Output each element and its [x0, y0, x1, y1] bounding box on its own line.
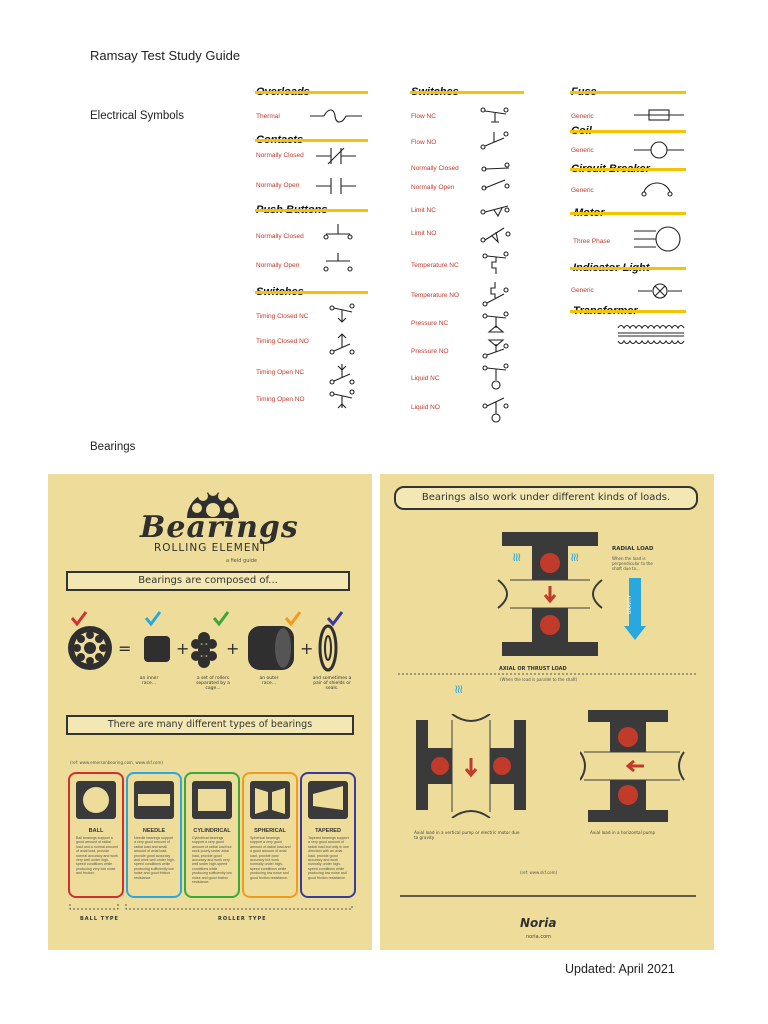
part-shields: and sometimes a pair of shields or seals.: [312, 676, 352, 691]
limit-nc-symbol: [478, 202, 514, 218]
pressure-no-symbol: [480, 336, 512, 362]
type-card-ball: [68, 772, 124, 898]
liquid-nc-symbol: [480, 362, 512, 392]
flow-nc-symbol: [478, 104, 514, 126]
contact-nc-symbol: [316, 146, 356, 166]
transformer-symbol: [616, 322, 688, 348]
left-arrow-icon: [628, 761, 644, 771]
check-icon-orange: [286, 612, 300, 624]
label-motor-three-phase: Three Phase: [573, 238, 611, 245]
timing-open-nc-symbol: [328, 360, 358, 388]
radial-load-title: RADIAL LOAD: [612, 546, 654, 552]
type-name-cylindrical: CYLINDRICAL: [193, 828, 231, 834]
switch-nc-symbol: [480, 160, 514, 174]
header-underline: [255, 291, 368, 294]
temperature-no-symbol: [480, 280, 512, 310]
header-underline: [570, 267, 686, 270]
roller-type-label: ROLLER TYPE: [218, 916, 267, 922]
label-timing-open-no: Timing Open NO: [256, 396, 305, 403]
label-contact-nc: Normally Closed: [256, 152, 304, 159]
down-arrow-icon: [466, 758, 476, 775]
type-name-ball: BALL: [88, 828, 104, 834]
spherical-bearing-icon: [249, 780, 291, 820]
label-pressure-no: Pressure NO: [411, 348, 449, 355]
needle-bearing-icon: [133, 780, 175, 820]
poster-tag: a field guide: [226, 558, 258, 564]
label-indicator-generic: Generic: [571, 287, 594, 294]
vertical-pump-diagram: [416, 714, 526, 818]
header-underline: [570, 91, 686, 94]
section-bearings: Bearings: [90, 441, 136, 453]
radial-load-desc: When the load is perpendicular to the shaft due to...: [612, 556, 653, 571]
label-temp-nc: Temperature NC: [411, 262, 459, 269]
ball-type-label: BALL TYPE: [80, 916, 119, 922]
fuse-symbol: [634, 108, 684, 122]
noria-url: noria.com: [526, 934, 552, 940]
label-sw-no: Normally Open: [411, 184, 455, 191]
label-thermal: Thermal: [256, 113, 280, 120]
label-contact-no: Normally Open: [256, 182, 300, 189]
temperature-nc-symbol: [480, 250, 512, 278]
label-sw-nc: Normally Closed: [411, 165, 459, 172]
label-coil-generic: Generic: [571, 147, 594, 154]
header-underline: [410, 91, 524, 94]
type-desc-needle: Needle bearings support a very good amount of radial load and small amount of axial load, provide good accuracy and work well under high-speed conditions while producing sufficiently low noise and good friction resistance.: [134, 836, 175, 880]
axial-load-desc: (When the load is parallel to the shaft): [500, 677, 578, 682]
type-desc-ball: Ball bearings support a good amount of radial load and a normal amount of axial load, provide normal accuracy and work very well under high-speed conditions while producing very low noise and friction.: [76, 836, 118, 876]
tapered-bearing-icon: [307, 780, 349, 820]
header-underline: [570, 130, 686, 133]
header-underline: [255, 139, 368, 142]
ball-bearing-icon: [75, 780, 117, 820]
types-heading: There are many different types of bearings: [107, 719, 313, 730]
timing-open-no-symbol: [328, 388, 358, 414]
liquid-no-symbol: [480, 392, 512, 424]
noria-logo: Noria: [520, 916, 557, 930]
footer-divider: [400, 894, 696, 898]
flow-no-symbol: [478, 128, 514, 152]
section-divider: [398, 672, 698, 676]
switch-no-symbol: [480, 178, 514, 192]
header-underline: [255, 91, 368, 94]
label-liquid-nc: Liquid NC: [411, 375, 440, 382]
header-underline: [255, 209, 368, 212]
label-timing-closed-nc: Timing Closed NC: [256, 313, 309, 320]
down-arrow-icon: [545, 586, 555, 601]
circuit-breaker-symbol: [640, 178, 676, 198]
contact-no-symbol: [316, 176, 356, 196]
pressure-nc-symbol: [480, 310, 512, 336]
types-heading-box: [66, 715, 354, 735]
updated-date: Updated: April 2021: [565, 962, 675, 976]
type-desc-cylindrical: Cylindrical bearings support a very good amount of radial load but work poorly under axial load, provide good accuracy and work very well under high-speed conditions while producing sufficiently low noise and good friction resistance.: [192, 836, 232, 885]
poster-subtitle: ROLLING ELEMENT: [154, 542, 268, 554]
svg-text:+: +: [300, 639, 314, 658]
types-reference: (ref: www.emersonbearing.com, www.skf.com): [70, 760, 163, 765]
label-pb-no: Normally Open: [256, 262, 300, 269]
document-title: Ramsay Test Study Guide: [90, 48, 241, 63]
check-icon-green: [214, 612, 228, 624]
loads-heading-box: [394, 486, 698, 510]
check-icon-blue: [146, 612, 160, 624]
label-limit-no: Limit NO: [411, 230, 437, 237]
timing-closed-nc-symbol: [328, 302, 358, 328]
radial-heat-waves: ≀≀≀: [512, 550, 520, 564]
type-name-tapered: TAPERED: [315, 828, 341, 834]
indicator-light-symbol: [638, 282, 682, 300]
check-icon-red: [72, 612, 86, 624]
label-fuse-generic: Generic: [571, 113, 594, 120]
label-cb-generic: Generic: [571, 187, 594, 194]
header-underline: [570, 168, 686, 171]
horizontal-pump-diagram: [580, 710, 690, 822]
type-desc-tapered: Tapered bearings support a very good amount of radial load but only in one direction with an axial load, provide good accuracy and work normally under high-speed conditions while producing low noise and good friction resistance.: [308, 836, 349, 880]
composed-heading: Bearings are composed of...: [138, 575, 278, 586]
svg-text:=: =: [118, 639, 132, 658]
part-inner-race: an inner race...: [139, 676, 159, 686]
bearings-guide-poster: [48, 474, 372, 950]
type-card-spherical: [242, 772, 298, 898]
push-button-nc-symbol: [322, 222, 356, 242]
loads-reference: (ref: www.skf.com): [520, 870, 558, 875]
label-timing-open-nc: Timing Open NC: [256, 369, 305, 376]
axial-load-title: AXIAL OR THRUST LOAD: [496, 666, 570, 672]
type-desc-spherical: Spherical bearings support a very good amount of radial load and a good amount of axial load, provide poor accuracy but work normally under high-speed conditions while producing low noise and good friction resistance.: [250, 836, 291, 880]
svg-text:+: +: [176, 639, 190, 658]
motor-symbol: [634, 224, 682, 254]
label-timing-closed-no: Timing Closed NO: [256, 338, 309, 345]
svg-text:+: +: [226, 639, 240, 658]
bearing-loads-poster: [380, 474, 714, 950]
label-temp-no: Temperature NO: [411, 292, 460, 299]
label-liquid-no: Liquid NO: [411, 404, 440, 411]
gravity-label: GRAVITY: [628, 594, 634, 615]
check-icon-purple: [328, 612, 342, 624]
part-outer-race: an outer race...: [259, 676, 279, 686]
label-limit-nc: Limit NC: [411, 207, 436, 214]
type-card-needle: [126, 772, 182, 898]
label-flow-no: Flow NO: [411, 139, 437, 146]
axial-heat-waves: ≀≀≀: [454, 682, 462, 696]
type-card-tapered: [300, 772, 356, 898]
loads-heading: Bearings also work under different kinds of loads.: [421, 492, 671, 503]
limit-no-symbol: [478, 224, 514, 246]
type-card-cylindrical: [184, 772, 240, 898]
bearing-components: [66, 624, 356, 674]
push-button-no-symbol: [322, 252, 356, 274]
coil-symbol: [634, 142, 684, 158]
poster-title: Bearings: [140, 510, 299, 545]
type-name-spherical: SPHERICAL: [254, 828, 286, 834]
caption-vertical-pump: Axial load in a vertical pump or electric motor due to gravity: [414, 830, 520, 840]
timing-closed-no-symbol: [328, 330, 358, 358]
thermal-overload-symbol: [308, 108, 366, 124]
cylindrical-bearing-icon: [191, 780, 233, 820]
composed-heading-box: [66, 571, 350, 591]
header-underline: [570, 310, 686, 313]
type-brackets: [68, 902, 354, 916]
section-electrical-symbols: Electrical Symbols: [90, 110, 184, 122]
part-rollers: a set of rollers separated by a cage...: [196, 676, 230, 691]
radial-heat-waves: ≀≀≀: [570, 550, 578, 564]
caption-horizontal-pump: Axial load in a horizontal pump: [590, 830, 656, 835]
label-flow-nc: Flow NC: [411, 113, 436, 120]
header-underline: [570, 212, 686, 215]
type-name-needle: NEEDLE: [142, 828, 166, 834]
label-pressure-nc: Pressure NC: [411, 320, 449, 327]
label-pb-nc: Normally Closed: [256, 233, 304, 240]
